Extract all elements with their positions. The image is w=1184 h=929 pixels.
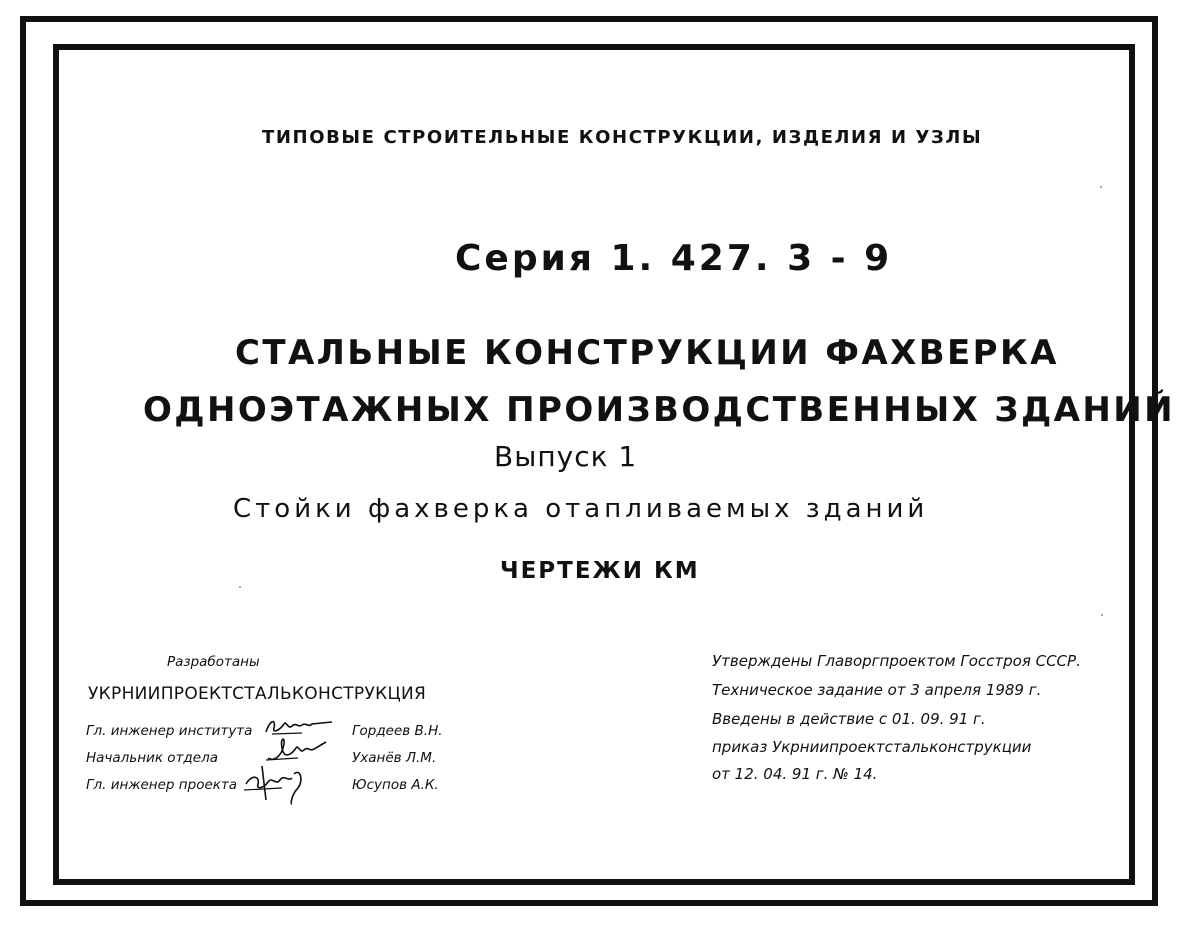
document-title-line-1: СТАЛЬНЫЕ КОНСТРУКЦИИ ФАХВЕРКА (235, 333, 1059, 373)
scan-speck (1101, 614, 1103, 616)
issue-number: Выпуск 1 (494, 440, 638, 473)
approval-line-1: Утверждены Главоргпроектом Госстроя СССР. (712, 652, 1081, 670)
developer-organization: УКРНИИПРОЕКТСТАЛЬКОНСТРУКЦИЯ (88, 684, 427, 704)
drawings-type: ЧЕРТЕЖИ КМ (500, 558, 700, 584)
approval-line-3: Введены в действие с 01. 09. 91 г. (712, 710, 986, 728)
document-title-line-2: ОДНОЭТАЖНЫХ ПРОИЗВОДСТВЕННЫХ ЗДАНИЙ (143, 390, 1175, 430)
name-gordeev: Гордеев В.Н. (352, 723, 443, 739)
scan-speck (1100, 186, 1102, 188)
name-yusupov: Юсупов А.К. (352, 777, 439, 793)
signature-yusupov (242, 760, 316, 806)
name-ukhanev: Уханёв Л.М. (352, 750, 437, 766)
approval-line-4: приказ Укрниипроектстальконструкции (712, 738, 1032, 756)
issue-subtitle: Стойки фахверка отапливаемых зданий (233, 494, 929, 524)
developed-by-label: Разработаны (167, 654, 260, 670)
scan-speck (239, 586, 241, 588)
approval-line-5: от 12. 04. 91 г. № 14. (712, 765, 878, 783)
series-number: Серия 1. 427. 3 - 9 (455, 238, 893, 279)
standard-category-heading: ТИПОВЫЕ СТРОИТЕЛЬНЫЕ КОНСТРУКЦИИ, ИЗДЕЛИЯ И УЗЛЫ (262, 127, 983, 148)
role-chief-engineer-project: Гл. инженер проекта (86, 777, 238, 793)
role-department-head: Начальник отдела (86, 750, 218, 766)
approval-line-2: Техническое задание от 3 апреля 1989 г. (712, 681, 1042, 699)
role-chief-engineer-institute: Гл. инженер института (86, 723, 253, 739)
